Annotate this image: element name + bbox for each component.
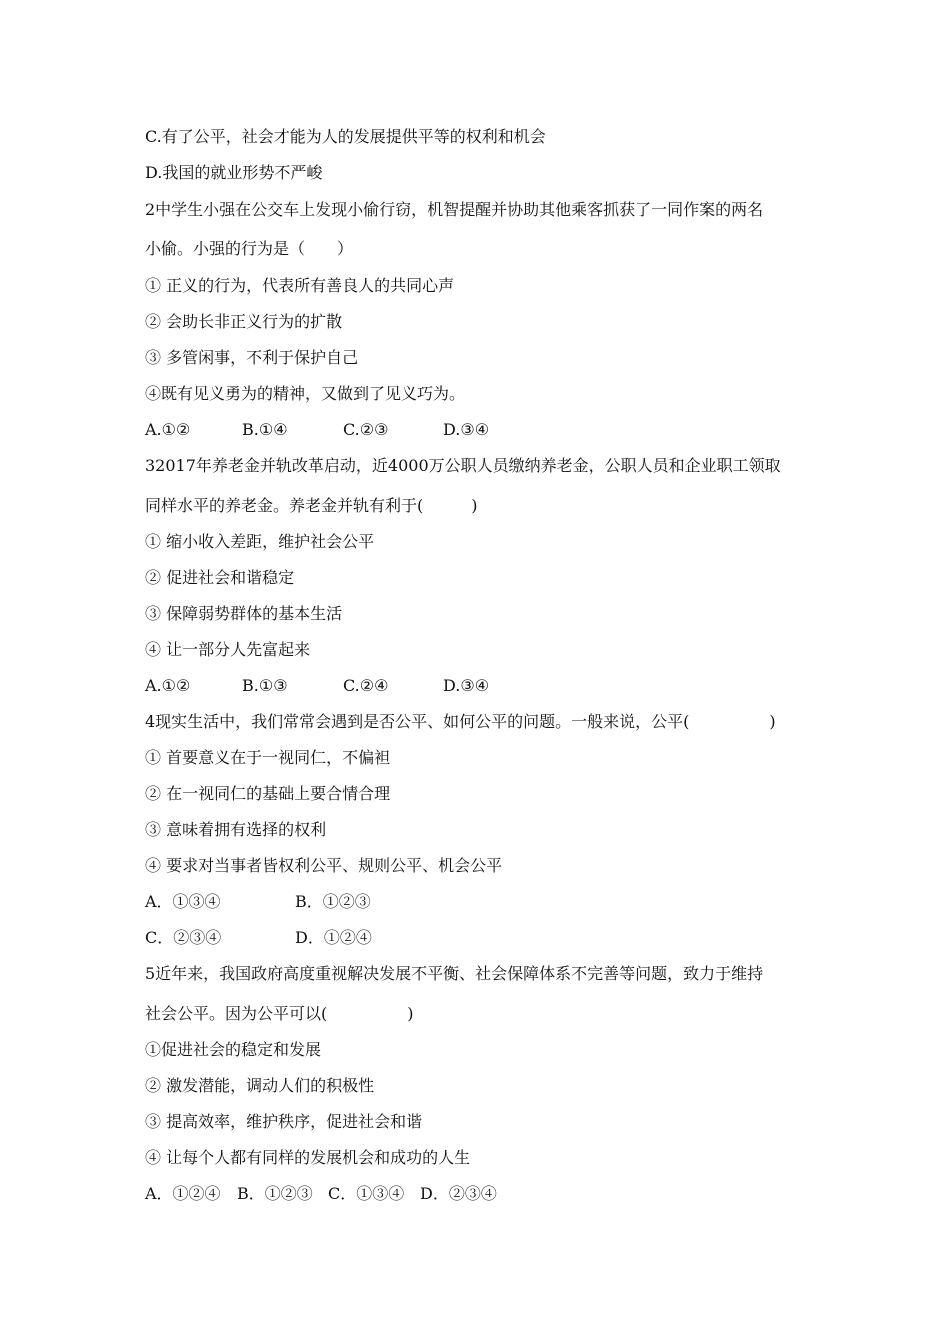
q2-statement-4: ④既有见义勇为的精神，又做到了见义巧为。 [145,384,466,403]
q4-option-d: D．①②④ [295,928,372,947]
q4-statement-2: ② 在一视同仁的基础上要合情合理 [145,784,391,803]
q4-statement-1: ① 首要意义在于一视同仁，不偏袒 [145,748,391,767]
q3-stem-line2: 同样水平的养老金。养老金并轨有利于( ) [145,496,478,515]
q3-option-b: B.①③ [242,676,288,695]
q5-option-c: C．①③④ [328,1184,405,1203]
q5-statement-4: ④ 让每个人都有同样的发展机会和成功的人生 [145,1148,471,1167]
q4-option-c: C．②③④ [145,928,222,947]
q4-option-a: A．①③④ [145,892,221,911]
q2-option-b: B.①④ [242,420,288,439]
q5-stem-line1: 5近年来，我国政府高度重视解决发展不平衡、社会保障体系不完善等问题，致力于维持 [145,964,764,983]
q1-option-d: D.我国的就业形势不严峻 [145,163,323,182]
q3-option-d: D.③④ [443,676,490,695]
q2-statement-3: ③ 多管闲事，不利于保护自己 [145,348,359,367]
q3-option-a: A.①② [145,676,191,695]
q1-option-c: C.有了公平，社会才能为人的发展提供平等的权利和机会 [145,127,546,146]
q3-statement-3: ③ 保障弱势群体的基本生活 [145,604,343,623]
q3-statement-2: ② 促进社会和谐稳定 [145,568,295,587]
q2-option-a: A.①② [145,420,191,439]
q2-option-d: D.③④ [443,420,490,439]
q2-statement-1: ① 正义的行为，代表所有善良人的共同心声 [145,276,455,295]
q3-statement-4: ④ 让一部分人先富起来 [145,640,311,659]
q3-option-c: C.②④ [343,676,389,695]
q2-option-c: C.②③ [343,420,389,439]
q3-stem-line1: 32017年养老金并轨改革启动，近4000万公职人员缴纳养老金，公职人员和企业职工领取 [145,456,781,475]
q5-statement-2: ② 激发潜能，调动人们的积极性 [145,1076,375,1095]
q4-statement-3: ③ 意味着拥有选择的权利 [145,820,327,839]
q2-statement-2: ② 会助长非正义行为的扩散 [145,312,343,331]
q4-statement-4: ④ 要求对当事者皆权利公平、规则公平、机会公平 [145,856,503,875]
q5-option-a: A．①②④ [145,1184,221,1203]
q5-option-b: B．①②③ [237,1184,313,1203]
q3-statement-1: ① 缩小收入差距，维护社会公平 [145,532,375,551]
q4-stem: 4现实生活中，我们常常会遇到是否公平、如何公平的问题。一般来说，公平( ) [145,712,776,731]
q5-option-d: D．②③④ [420,1184,497,1203]
q5-statement-3: ③ 提高效率，维护秩序，促进社会和谐 [145,1112,423,1131]
q2-stem-line1: 2中学生小强在公交车上发现小偷行窃，机智提醒并协助其他乘客抓获了一同作案的两名 [145,200,764,219]
q4-option-b: B．①②③ [295,892,371,911]
q5-statement-1: ①促进社会的稳定和发展 [145,1040,322,1059]
q5-stem-line2: 社会公平。因为公平可以( ) [145,1004,414,1023]
q2-stem-line2: 小偷。小强的行为是（ ） [145,239,354,258]
